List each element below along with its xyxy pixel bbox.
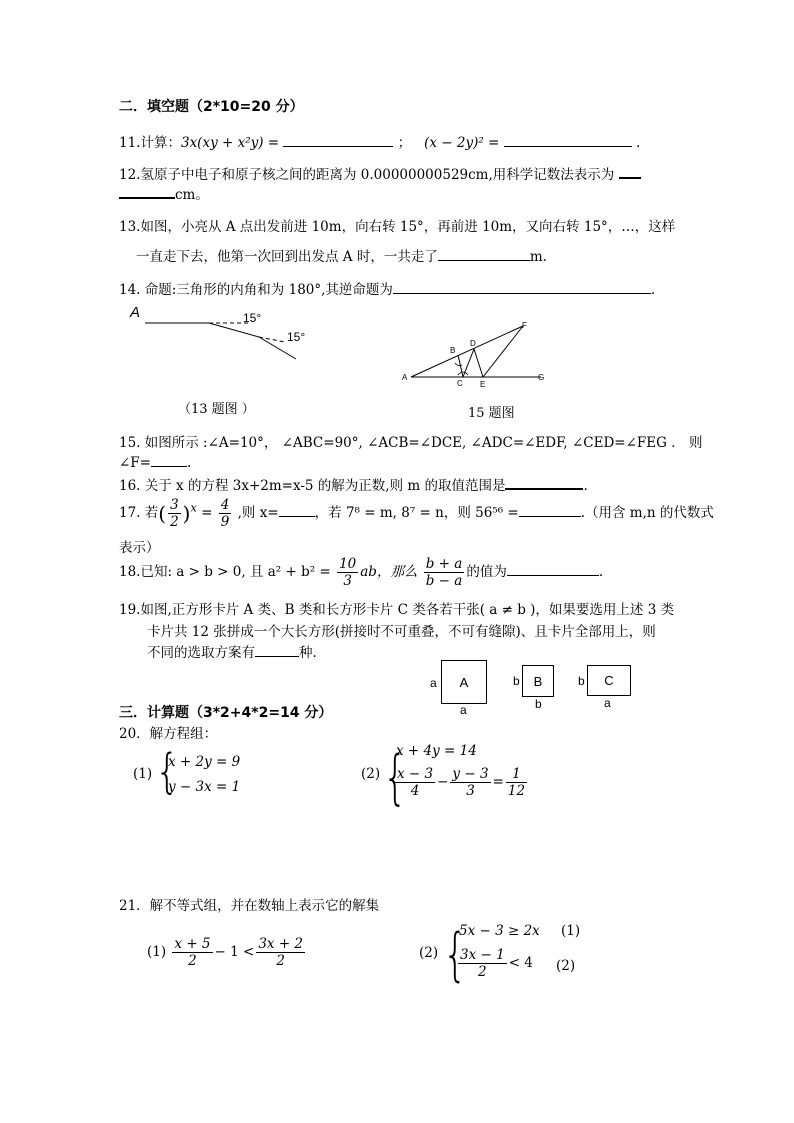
q14-end: . <box>650 282 656 298</box>
q20-part2-frac-3: $\frac{1}{12}$ <box>507 766 526 799</box>
q12-text: 12.氢原子中电子和原子核之间的距离为 0.00000000529cm,用科学记数法表示为 <box>119 167 615 183</box>
q15-end: . <box>187 455 192 471</box>
question-20-title: 20．解方程组： <box>119 726 218 742</box>
q11-end: . <box>635 135 641 151</box>
q11-expr1: 3x(xy + x²y) = <box>180 135 280 151</box>
q13-answer-blank[interactable] <box>438 247 530 261</box>
q20-part2-eq2 <box>393 766 529 799</box>
question-21-title: 21．解不等式组，并在数轴上表示它的解集 <box>119 898 380 914</box>
card-a-side-label: a <box>430 676 437 690</box>
q17-eq: = <box>201 505 213 521</box>
q21-part1-frac-2: $\frac{3x + 2}{2}$ <box>258 936 304 969</box>
q21-part1-mid: − 1 < <box>214 944 255 960</box>
fig13-angle-2: 15° <box>287 330 306 344</box>
q18-a: 18.已知: a > b > 0, 且 a² + b² = <box>119 564 331 580</box>
question-12-line2 <box>119 183 209 203</box>
question-16 <box>119 474 588 494</box>
q14-answer-blank[interactable] <box>393 280 651 294</box>
q11-expr2: (x − 2y)² = <box>424 135 500 151</box>
q11-answer-blank-2[interactable] <box>504 133 632 147</box>
q14-text: 14. 命题:三角形的内角和为 180°,其逆命题为 <box>119 282 393 298</box>
q21-part2-tag2: (2) <box>556 958 576 974</box>
question-11 <box>119 131 640 151</box>
q21-part2-eq1: 5x − 3 ≥ 2x <box>459 923 540 939</box>
card-c-bottom-label: a <box>604 696 611 710</box>
fig13-angle-1: 15° <box>243 311 262 325</box>
q20-part2-frac-2: $\frac{y - 3}{3}$ <box>452 766 489 799</box>
figure-13 <box>125 300 325 372</box>
card-a-bottom-label: a <box>460 703 467 717</box>
fig15-point-g: G <box>538 373 545 382</box>
q17-exponent: x <box>190 501 197 515</box>
q18-b: ab，那么 <box>360 564 418 580</box>
q17-a: 17. 若 <box>119 505 159 521</box>
figure-13-caption: （13 题图 ） <box>178 402 255 417</box>
card-c-side-label: b <box>578 674 585 688</box>
q20-part2-label: (2) <box>361 766 381 782</box>
card-b-bottom-label: b <box>535 697 542 711</box>
q17-d: .（用含 m,n 的代数式 <box>580 505 714 521</box>
q17-b: ,则 x= <box>237 505 279 521</box>
q18-c: 的值为 <box>466 564 507 580</box>
q21-part2-rhs: < 4 <box>508 955 533 971</box>
q11-prefix: 11.计算： <box>119 135 181 151</box>
q17-c: ，若 7⁸ = m, 8⁷ = n，则 56⁵⁶ = <box>314 505 519 521</box>
q20-part2-brace: { <box>383 743 408 812</box>
q15-answer-blank[interactable] <box>151 453 187 467</box>
q21-part2-tag1: (1) <box>561 923 581 939</box>
question-19-line3 <box>147 641 317 661</box>
q19-text: 不同的选取方案有 <box>147 645 255 661</box>
q16-text: 16. 关于 x 的方程 3x+2m=x-5 的解为正数,则 m 的取值范围是 <box>119 478 506 494</box>
q18-answer-blank[interactable] <box>507 562 599 576</box>
question-13: 13.如图，小亮从 A 点出发前进 10m，向右转 15°，再前进 10m，又向右转 15°，…，这样 <box>119 219 676 235</box>
q20-part1-label: (1) <box>133 766 153 782</box>
q11-separator: ； <box>397 135 412 151</box>
question-17-line2: 表示） <box>119 540 160 556</box>
question-19-line2: 卡片共 12 张拼成一个大长方形(拼接时不可重叠，不可有缝隙)、且卡片全部用上，则 <box>147 624 656 640</box>
q17-base-fraction: $\frac{3}{2}$ <box>170 497 179 530</box>
q17-answer-blank-2[interactable] <box>519 503 581 517</box>
q21-part1-frac-1: $\frac{x + 5}{2}$ <box>174 936 211 969</box>
q16-answer-blank[interactable] <box>505 475 583 490</box>
question-17: 17. 若( $\frac{3}{2}$ )$^x$ = $\frac{4}{9}$ ,则 x= ，若 7⁸ = m, 8⁷ = n，则 56⁵⁶ = .（用含 m,n 的代数式 <box>119 497 714 530</box>
q17-rhs-fraction: $\frac{4}{9}$ <box>220 497 230 530</box>
question-13-line2 <box>136 245 547 265</box>
q13-unit: m. <box>529 249 547 265</box>
q21-part1-label: (1) <box>147 944 167 960</box>
fig15-point-c: C <box>457 379 463 388</box>
q12-answer-blank-a[interactable] <box>619 164 641 179</box>
figure-15-caption: 15 题图 <box>468 406 515 421</box>
q21-part2-brace: { <box>443 921 468 988</box>
card-b-side-label: b <box>513 674 520 688</box>
q21-part2-eq2 <box>456 947 533 980</box>
question-19: 19.如图,正方形卡片 A 类、B 类和长方形卡片 C 类各若干张( a ≠ b )，如果要选用上述 3 类 <box>119 602 675 618</box>
q15-text: ∠F= <box>119 455 151 471</box>
q16-end: . <box>583 478 588 494</box>
fig15-point-d: D <box>470 339 476 348</box>
q18-fraction-1: $\frac{10}{3}$ <box>339 556 357 589</box>
q20-part1-eq2: y − 3x = 1 <box>168 779 241 795</box>
q21-part2-label: (2) <box>419 945 439 961</box>
q21-part2-frac: $\frac{3x - 1}{2}$ <box>460 947 505 980</box>
q20-part2-frac-1: $\frac{x - 3}{4}$ <box>397 766 434 799</box>
q20-part1-eq1: x + 2y = 9 <box>168 754 241 770</box>
q20-part2-minus: − <box>437 774 449 790</box>
q20-part1-brace: { <box>155 743 180 799</box>
card-a: A <box>441 660 487 704</box>
question-15: 15. 如图所示 :∠A=10°， ∠ABC=90°, ∠ACB=∠DCE, ∠ADC=∠EDF, ∠CED=∠FEG ． 则 <box>119 435 703 451</box>
q18-end: . <box>598 564 604 580</box>
q13-text: 一直走下去，他第一次回到出发点 A 时，一共走了 <box>136 249 438 265</box>
q17-answer-blank-1[interactable] <box>279 503 315 517</box>
fig13-point-a: A <box>130 304 141 321</box>
fig15-point-b: B <box>450 346 456 355</box>
q21-part1 <box>147 936 307 969</box>
question-12 <box>119 163 641 183</box>
question-18 <box>119 556 603 589</box>
section-2-title: 二．填空题（2*10=20 分） <box>119 99 304 115</box>
figure-15 <box>395 318 555 388</box>
q20-part2-eq1: x + 4y = 14 <box>396 743 477 759</box>
section-3-title: 三．计算题（3*2+4*2=14 分） <box>119 705 333 721</box>
q12-unit: cm。 <box>175 187 209 203</box>
card-b: B <box>522 665 554 697</box>
q20-part2-equals: = <box>492 774 504 790</box>
q12-answer-blank-b[interactable] <box>119 184 175 199</box>
fig15-point-e: E <box>480 380 486 388</box>
card-c: C <box>587 665 631 696</box>
q11-answer-blank-1[interactable] <box>283 133 393 147</box>
fig15-point-a: A <box>402 373 408 382</box>
fig15-point-f: F <box>522 321 527 330</box>
q19-end: 种. <box>299 645 317 661</box>
q19-answer-blank[interactable] <box>255 643 299 657</box>
q18-fraction-2: $\frac{b + a}{b - a}$ <box>425 556 463 589</box>
question-14 <box>119 278 655 298</box>
question-15-line2 <box>119 453 191 471</box>
